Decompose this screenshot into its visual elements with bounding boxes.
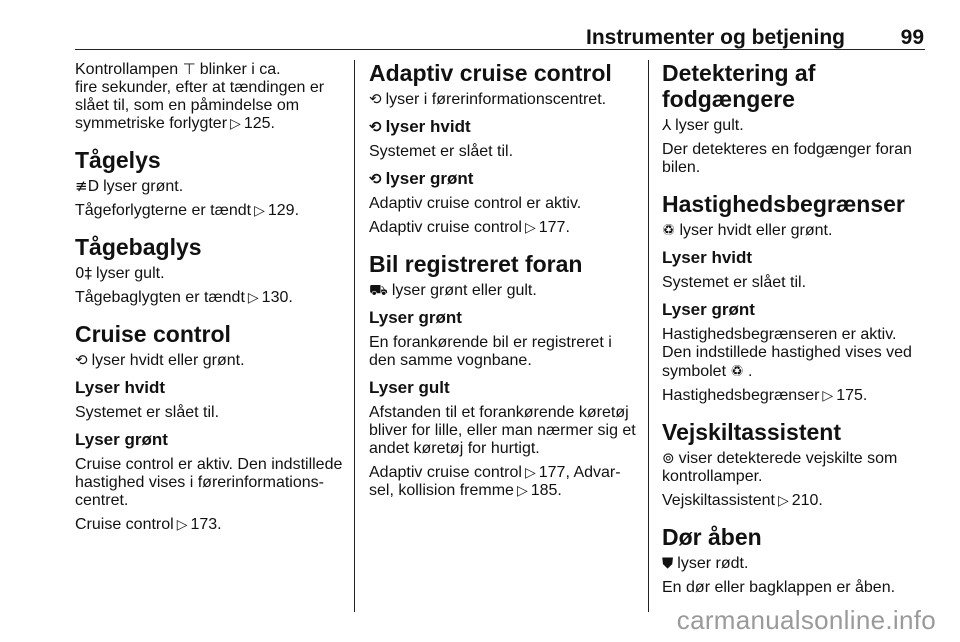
column-divider-2 (648, 60, 649, 612)
sign-text (662, 449, 928, 486)
acc-white-text: Systemet er slået til. (369, 143, 514, 160)
lim-green-text (662, 326, 928, 381)
ref-arrow-icon: ▷ (516, 483, 528, 499)
car-green-l1: En forankørende bil er registreret i (369, 334, 612, 351)
pedestrian-icon: ⅄ (662, 116, 672, 134)
acc-green-text: Adaptiv cruise control er aktiv. (369, 195, 582, 212)
car-ref-text-1: Adaptiv cruise control (369, 464, 522, 481)
page-header-title: Instrumenter og betjening (585, 26, 845, 49)
fog-light-icon: ≢D (75, 177, 100, 195)
column-divider-1 (354, 60, 355, 612)
ref-arrow-icon: ▷ (254, 203, 265, 219)
cruise-ref (75, 516, 347, 534)
cruise-green-text (75, 456, 347, 510)
cruise-state-text: lyser hvidt eller grønt. (91, 352, 245, 369)
section-title-adaptive-cruise: Adaptiv cruise control (369, 60, 612, 86)
car-green-text (369, 334, 639, 370)
page-ref[interactable]: 177. (538, 219, 570, 236)
rearfog-ref-text: Tågebaglygten er tændt (75, 289, 245, 306)
rear-fog-icon: 0‡ (75, 264, 93, 282)
fog-state-text: lyser grønt. (103, 178, 184, 195)
ref-arrow-icon: ▷ (777, 493, 789, 509)
lim-green-heading: Lyser grønt (662, 300, 755, 319)
section-title-fog-lights: Tågelys (75, 147, 161, 173)
acc-white-label: lyser hvidt (385, 117, 471, 136)
middle-column (369, 60, 639, 506)
acc-green-label: lyser grønt (385, 169, 474, 188)
cruise-green-heading: Lyser grønt (75, 430, 168, 449)
sign-ref (662, 492, 928, 510)
section-title-vehicle-ahead: Bil registreret foran (369, 251, 583, 277)
fog-ref (75, 202, 347, 220)
section-title-speed-limiter: Hastighedsbegrænser (662, 191, 905, 217)
lim-ref-text: Hastighedsbegrænser (662, 387, 820, 404)
page-ref[interactable]: 130. (261, 289, 293, 306)
right-column (662, 60, 928, 603)
section-title-rear-fog: Tågebaglys (75, 234, 202, 260)
cruise-green-l3: centret. (75, 492, 129, 509)
ped-l2: bilen. (662, 159, 701, 176)
lim-state (662, 221, 928, 240)
car-state-text: lyser grønt eller gult. (391, 282, 537, 299)
page-ref[interactable]: 177, Advar- (538, 464, 621, 481)
car-yellow-text (369, 404, 639, 458)
door-state (662, 554, 928, 573)
lim-state-text: lyser hvidt eller grønt. (679, 222, 833, 239)
lim-white-heading: Lyser hvidt (662, 248, 753, 267)
page-ref[interactable]: 210. (791, 492, 823, 509)
cruise-white-heading: Lyser hvidt (75, 378, 166, 397)
car-ref-text-2: sel, kollision fremme (369, 482, 514, 499)
lim-ref (662, 387, 928, 405)
acc-state (369, 90, 639, 109)
car-yellow-l2: bliver for lille, eller man nærmer sig et (369, 422, 636, 439)
intro-line-3: slået til, som en påmindelse om (75, 97, 300, 114)
ped-state (662, 116, 928, 135)
rearfog-state (75, 264, 347, 283)
fog-ref-text: Tågeforlygterne er tændt (75, 202, 252, 219)
acc-state-text: lyser i førerinformationscentret. (385, 91, 607, 108)
door-open-icon: ⛊ (662, 554, 674, 572)
left-column (75, 60, 347, 540)
rearfog-ref (75, 289, 347, 307)
page-number: 99 (900, 26, 924, 49)
intro-paragraph (75, 60, 347, 133)
speed-limiter-icon: ♽ (730, 362, 744, 380)
car-yellow-l1: Afstanden til et forankørende køretøj (369, 404, 629, 421)
car-yellow-l3: andet køretøj for hurtigt. (369, 440, 540, 457)
header-rule (75, 49, 925, 50)
lim-green-l3-end: . (747, 363, 753, 380)
intro-text-2: blinker i ca. (199, 61, 281, 78)
cruise-green-l1: Cruise control er aktiv. Den indstillede (75, 456, 343, 473)
car-green-heading: Lyser grønt (369, 308, 462, 327)
lim-green-l3: symbolet (662, 363, 727, 380)
ped-state-text: lyser gult. (675, 117, 744, 134)
ref-arrow-icon: ▷ (176, 517, 188, 533)
acc-ref-text: Adaptiv cruise control (369, 219, 522, 236)
fog-state (75, 177, 347, 196)
traffic-sign-icon: ⊚ (662, 449, 675, 467)
lim-white-text: Systemet er slået til. (662, 274, 807, 291)
car-yellow-heading: Lyser gult (369, 378, 450, 397)
cruise-green-l2: hastighed vises i førerinformations- (75, 474, 324, 491)
cruise-state (75, 351, 347, 370)
ref-arrow-icon: ▷ (822, 388, 834, 404)
ped-l1: Der detekteres en fodgænger foran (662, 141, 912, 158)
section-title-pedestrian: Detektering af fodgængere (662, 60, 816, 112)
ref-arrow-icon: ▷ (230, 116, 241, 132)
section-title-sign-assist: Vejskiltassistent (662, 419, 841, 445)
sign-l1: viser detekterede vejskilte som (678, 450, 898, 467)
vehicle-ahead-icon: ⛟ (369, 281, 388, 299)
section-title-cruise: Cruise control (75, 321, 231, 347)
car-state (369, 281, 639, 300)
lim-green-l1: Hastighedsbegrænseren er aktiv. (662, 326, 897, 343)
page-ref[interactable]: 185. (530, 482, 562, 499)
adaptive-cruise-icon: ⟲ (369, 90, 382, 108)
intro-text: Kontrollampen (75, 61, 179, 78)
page-ref[interactable]: 175. (836, 387, 868, 404)
acc-green-heading (369, 169, 639, 189)
ped-text (662, 141, 928, 177)
speed-limiter-icon: ♽ (662, 221, 676, 239)
page-ref[interactable]: 125. (243, 115, 275, 132)
section-title-door-open: Dør åben (662, 524, 762, 550)
cruise-control-icon: ⟲ (75, 351, 88, 369)
sign-ref-text: Vejskiltassistent (662, 492, 775, 509)
acc-white-heading (369, 117, 639, 137)
car-green-l2: den samme vognbane. (369, 352, 532, 369)
low-beam-icon: ⊤ (182, 60, 196, 78)
ref-arrow-icon: ▷ (524, 220, 536, 236)
cruise-ref-text: Cruise control (75, 516, 174, 533)
adaptive-cruise-icon: ⟲ (369, 170, 382, 188)
ref-arrow-icon: ▷ (247, 290, 259, 306)
cruise-white-text: Systemet er slået til. (75, 404, 220, 421)
sign-l2: kontrollamper. (662, 468, 763, 485)
page-ref[interactable]: 129. (267, 202, 300, 219)
rearfog-state-text: lyser gult. (96, 265, 165, 282)
door-state-text: lyser rødt. (677, 555, 749, 572)
lim-green-l2: Den indstillede hastighed vises ved (662, 344, 912, 361)
watermark: carmanualsonline.info (676, 605, 936, 635)
car-ref (369, 464, 639, 500)
intro-line-2: fire sekunder, efter at tændingen er (75, 79, 325, 96)
intro-line-4: symmetriske forlygter (75, 115, 228, 132)
adaptive-cruise-icon: ⟲ (369, 118, 382, 136)
door-text: En dør eller bagklappen er åben. (662, 579, 896, 596)
ref-arrow-icon: ▷ (524, 465, 536, 481)
page-ref[interactable]: 173. (190, 516, 222, 533)
acc-ref (369, 219, 639, 237)
